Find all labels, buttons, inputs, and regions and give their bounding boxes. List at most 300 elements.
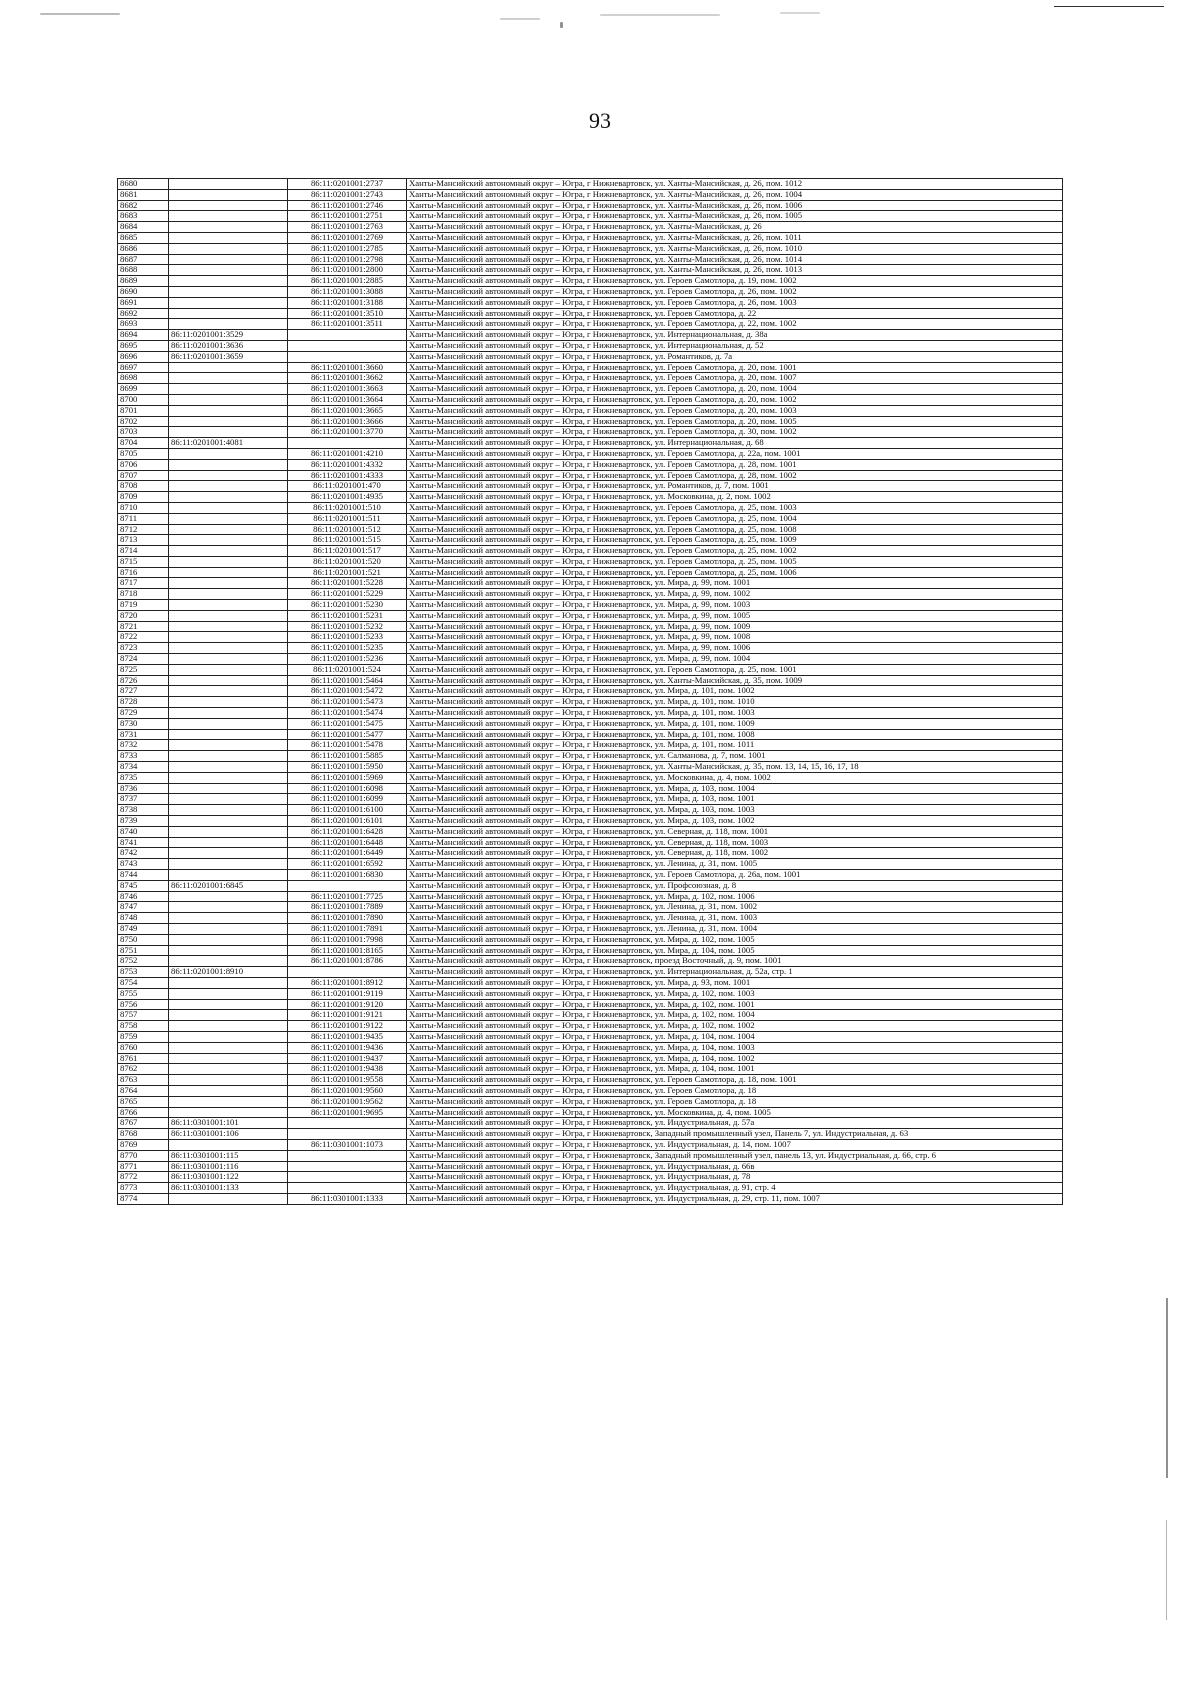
address-cell: Ханты-Мансийский автономный округ – Югра, г Нижневартовск, ул. Мира, д. 102, пом. 1003: [407, 988, 1063, 999]
cadastral-number-cell: 86:11:0201001:9436: [288, 1042, 407, 1053]
address-cell: Ханты-Мансийский автономный округ – Югра, г Нижневартовск, ул. Ханты-Мансийская, д. 26, пом. 1005: [407, 211, 1063, 222]
row-number-cell: 8754: [118, 977, 169, 988]
table-row: [118, 481, 1063, 492]
row-number-cell: 8684: [118, 222, 169, 233]
table-row: [118, 977, 1063, 988]
address-cell: Ханты-Мансийский автономный округ – Югра, г Нижневартовск, ул. Ханты-Мансийская, д. 26, пом. 1004: [407, 189, 1063, 200]
table-row: [118, 999, 1063, 1010]
row-number-cell: 8750: [118, 934, 169, 945]
table-row: [118, 708, 1063, 719]
table-row: [118, 470, 1063, 481]
old-cadastral-number-cell: [169, 675, 288, 686]
table-row: [118, 1183, 1063, 1194]
row-number-cell: 8742: [118, 848, 169, 859]
table-row: [118, 783, 1063, 794]
address-cell: Ханты-Мансийский автономный округ – Югра, г Нижневартовск, ул. Мира, д. 103, пом. 1001: [407, 794, 1063, 805]
address-cell: Ханты-Мансийский автономный округ – Югра, г Нижневартовск, ул. Мира, д. 99, пом. 1002: [407, 589, 1063, 600]
old-cadastral-number-cell: [169, 1010, 288, 1021]
old-cadastral-number-cell: [169, 1193, 288, 1204]
table-row: [118, 794, 1063, 805]
address-cell: Ханты-Мансийский автономный округ – Югра, г Нижневартовск, ул. Индустриальная, д. 66в: [407, 1161, 1063, 1172]
cadastral-number-cell: 86:11:0201001:5885: [288, 751, 407, 762]
row-number-cell: 8736: [118, 783, 169, 794]
address-cell: Ханты-Мансийский автономный округ – Югра, г Нижневартовск, ул. Романтиков, д. 7, пом. 1001: [407, 481, 1063, 492]
old-cadastral-number-cell: [169, 1031, 288, 1042]
old-cadastral-number-cell: [169, 589, 288, 600]
row-number-cell: 8691: [118, 297, 169, 308]
address-cell: Ханты-Мансийский автономный округ – Югра, г Нижневартовск, ул. Северная, д. 118, пом. 1001: [407, 826, 1063, 837]
cadastral-number-cell: 86:11:0201001:2763: [288, 222, 407, 233]
table-row: [118, 222, 1063, 233]
address-cell: Ханты-Мансийский автономный округ – Югра, г Нижневартовск, ул. Московкина, д. 4, пом. 1005: [407, 1107, 1063, 1118]
address-cell: Ханты-Мансийский автономный округ – Югра, г Нижневартовск, ул. Героев Самотлора, д. 30, пом. 1002: [407, 427, 1063, 438]
row-number-cell: 8720: [118, 610, 169, 621]
old-cadastral-number-cell: [169, 1085, 288, 1096]
table-row: [118, 729, 1063, 740]
address-cell: Ханты-Мансийский автономный округ – Югра, г Нижневартовск, ул. Ленина, д. 31, пом. 1003: [407, 913, 1063, 924]
address-cell: Ханты-Мансийский автономный округ – Югра, г Нижневартовск, ул. Салманова, д. 7, пом. 1001: [407, 751, 1063, 762]
cadastral-number-cell: 86:11:0201001:3188: [288, 297, 407, 308]
table-row: [118, 546, 1063, 557]
table-row: [118, 1129, 1063, 1140]
old-cadastral-number-cell: [169, 988, 288, 999]
row-number-cell: 8690: [118, 286, 169, 297]
address-cell: Ханты-Мансийский автономный округ – Югра, г Нижневартовск, ул. Мира, д. 102, пом. 1002: [407, 1021, 1063, 1032]
scan-top-rule: [1054, 6, 1164, 7]
address-cell: Ханты-Мансийский автономный округ – Югра, г Нижневартовск, ул. Ленина, д. 31, пом. 1002: [407, 902, 1063, 913]
row-number-cell: 8756: [118, 999, 169, 1010]
table-row: [118, 1042, 1063, 1053]
row-number-cell: 8683: [118, 211, 169, 222]
table-row: [118, 448, 1063, 459]
row-number-cell: 8705: [118, 448, 169, 459]
old-cadastral-number-cell: [169, 211, 288, 222]
cadastral-number-cell: 86:11:0201001:2800: [288, 265, 407, 276]
row-number-cell: 8685: [118, 232, 169, 243]
address-cell: Ханты-Мансийский автономный округ – Югра, г Нижневартовск, ул. Героев Самотлора, д. 26а, пом. 1001: [407, 870, 1063, 881]
row-number-cell: 8731: [118, 729, 169, 740]
table-row: [118, 880, 1063, 891]
cadastral-number-cell: 86:11:0201001:7725: [288, 891, 407, 902]
row-number-cell: 8702: [118, 416, 169, 427]
address-cell: Ханты-Мансийский автономный округ – Югра, г Нижневартовск, ул. Индустриальная, д. 14, пом. 1007: [407, 1139, 1063, 1150]
cadastral-number-cell: 86:11:0201001:512: [288, 524, 407, 535]
row-number-cell: 8774: [118, 1193, 169, 1204]
row-number-cell: 8725: [118, 664, 169, 675]
cadastral-number-cell: 86:11:0201001:3770: [288, 427, 407, 438]
cadastral-number-cell: 86:11:0201001:515: [288, 535, 407, 546]
address-cell: Ханты-Мансийский автономный округ – Югра, г Нижневартовск, ул. Мира, д. 93, пом. 1001: [407, 977, 1063, 988]
old-cadastral-number-cell: [169, 621, 288, 632]
address-cell: Ханты-Мансийский автономный округ – Югра, г Нижневартовск, ул. Героев Самотлора, д. 25, пом. 1005: [407, 556, 1063, 567]
table-row: [118, 1107, 1063, 1118]
cadastral-number-cell: 86:11:0201001:9438: [288, 1064, 407, 1075]
table-row: [118, 405, 1063, 416]
row-number-cell: 8760: [118, 1042, 169, 1053]
address-cell: Ханты-Мансийский автономный округ – Югра, г Нижневартовск, ул. Ханты-Мансийская, д. 26, пом. 1013: [407, 265, 1063, 276]
address-cell: Ханты-Мансийский автономный округ – Югра, г Нижневартовск, ул. Мира, д. 103, пом. 1003: [407, 805, 1063, 816]
row-number-cell: 8710: [118, 502, 169, 513]
cadastral-number-cell: 86:11:0201001:2751: [288, 211, 407, 222]
cadastral-number-cell: [288, 438, 407, 449]
row-number-cell: 8714: [118, 546, 169, 557]
row-number-cell: 8699: [118, 384, 169, 395]
old-cadastral-number-cell: [169, 870, 288, 881]
cadastral-number-cell: 86:11:0201001:3666: [288, 416, 407, 427]
table-row: [118, 362, 1063, 373]
table-row: [118, 945, 1063, 956]
old-cadastral-number-cell: [169, 405, 288, 416]
address-cell: Ханты-Мансийский автономный округ – Югра, г Нижневартовск, ул. Профсоюзная, д. 8: [407, 880, 1063, 891]
cadastral-number-cell: 86:11:0201001:5230: [288, 600, 407, 611]
row-number-cell: 8734: [118, 762, 169, 773]
table-row: [118, 330, 1063, 341]
address-cell: Ханты-Мансийский автономный округ – Югра, г Нижневартовск, ул. Мира, д. 99, пом. 1003: [407, 600, 1063, 611]
cadastral-number-cell: [288, 1161, 407, 1172]
address-cell: Ханты-Мансийский автономный округ – Югра, г Нижневартовск, ул. Мира, д. 101, пом. 1003: [407, 708, 1063, 719]
address-cell: Ханты-Мансийский автономный округ – Югра, г Нижневартовск, ул. Мира, д. 101, пом. 1011: [407, 740, 1063, 751]
row-number-cell: 8693: [118, 319, 169, 330]
cadastral-number-cell: 86:11:0201001:5236: [288, 654, 407, 665]
table-row: [118, 567, 1063, 578]
table-row: [118, 351, 1063, 362]
row-number-cell: 8703: [118, 427, 169, 438]
table-row: [118, 934, 1063, 945]
table-row: [118, 923, 1063, 934]
cadastral-number-cell: 86:11:0201001:517: [288, 546, 407, 557]
old-cadastral-number-cell: [169, 567, 288, 578]
cadastral-number-cell: 86:11:0201001:6449: [288, 848, 407, 859]
table-row: [118, 589, 1063, 600]
old-cadastral-number-cell: [169, 286, 288, 297]
old-cadastral-number-cell: 86:11:0301001:116: [169, 1161, 288, 1172]
table-row: [118, 643, 1063, 654]
cadastral-number-cell: 86:11:0201001:3663: [288, 384, 407, 395]
address-cell: Ханты-Мансийский автономный округ – Югра, г Нижневартовск, ул. Героев Самотлора, д. 25, пом. 1002: [407, 546, 1063, 557]
old-cadastral-number-cell: [169, 513, 288, 524]
table-row: [118, 384, 1063, 395]
old-cadastral-number-cell: [169, 718, 288, 729]
row-number-cell: 8715: [118, 556, 169, 567]
table-row: [118, 340, 1063, 351]
cadastral-number-cell: 86:11:0201001:8786: [288, 956, 407, 967]
cadastral-number-cell: [288, 1183, 407, 1194]
address-cell: Ханты-Мансийский автономный округ – Югра, г Нижневартовск, ул. Мира, д. 99, пом. 1009: [407, 621, 1063, 632]
old-cadastral-number-cell: [169, 902, 288, 913]
table-row: [118, 265, 1063, 276]
cadastral-table-wrapper: [117, 178, 1050, 1205]
table-body: [118, 179, 1063, 1205]
table-row: [118, 502, 1063, 513]
row-number-cell: 8709: [118, 492, 169, 503]
row-number-cell: 8740: [118, 826, 169, 837]
address-cell: Ханты-Мансийский автономный округ – Югра, г Нижневартовск, ул. Героев Самотлора, д. 28, пом. 1001: [407, 459, 1063, 470]
address-cell: Ханты-Мансийский автономный округ – Югра, г Нижневартовск, ул. Героев Самотлора, д. 25, пом. 1008: [407, 524, 1063, 535]
old-cadastral-number-cell: [169, 945, 288, 956]
cadastral-number-cell: 86:11:0201001:5233: [288, 632, 407, 643]
cadastral-number-cell: 86:11:0201001:5950: [288, 762, 407, 773]
cadastral-number-cell: [288, 330, 407, 341]
table-row: [118, 459, 1063, 470]
old-cadastral-number-cell: [169, 546, 288, 557]
table-row: [118, 902, 1063, 913]
old-cadastral-number-cell: [169, 805, 288, 816]
cadastral-number-cell: 86:11:0201001:511: [288, 513, 407, 524]
cadastral-number-cell: [288, 967, 407, 978]
cadastral-number-cell: 86:11:0201001:5235: [288, 643, 407, 654]
address-cell: Ханты-Мансийский автономный округ – Югра, г Нижневартовск, ул. Интернациональная, д. 52а, стр. 1: [407, 967, 1063, 978]
address-cell: Ханты-Мансийский автономный округ – Югра, г Нижневартовск, ул. Индустриальная, д. 29, стр. 11, пом. 1007: [407, 1193, 1063, 1204]
address-cell: Ханты-Мансийский автономный округ – Югра, г Нижневартовск, ул. Героев Самотлора, д. 25, пом. 1006: [407, 567, 1063, 578]
row-number-cell: 8764: [118, 1085, 169, 1096]
old-cadastral-number-cell: [169, 481, 288, 492]
old-cadastral-number-cell: [169, 1096, 288, 1107]
old-cadastral-number-cell: [169, 600, 288, 611]
old-cadastral-number-cell: 86:11:0301001:115: [169, 1150, 288, 1161]
row-number-cell: 8766: [118, 1107, 169, 1118]
cadastral-number-cell: 86:11:0201001:524: [288, 664, 407, 675]
table-row: [118, 513, 1063, 524]
row-number-cell: 8729: [118, 708, 169, 719]
table-row: [118, 438, 1063, 449]
table-row: [118, 578, 1063, 589]
address-cell: Ханты-Мансийский автономный округ – Югра, г Нижневартовск, ул. Интернациональная, д. 68: [407, 438, 1063, 449]
table-row: [118, 956, 1063, 967]
row-number-cell: 8768: [118, 1129, 169, 1140]
cadastral-number-cell: 86:11:0201001:8912: [288, 977, 407, 988]
row-number-cell: 8700: [118, 394, 169, 405]
table-row: [118, 179, 1063, 190]
address-cell: Ханты-Мансийский автономный округ – Югра, г Нижневартовск, ул. Мира, д. 102, пом. 1001: [407, 999, 1063, 1010]
address-cell: Ханты-Мансийский автономный округ – Югра, г Нижневартовск, ул. Героев Самотлора, д. 22: [407, 308, 1063, 319]
address-cell: Ханты-Мансийский автономный округ – Югра, г Нижневартовск, ул. Ханты-Мансийская, д. 26, пом. 1014: [407, 254, 1063, 265]
table-row: [118, 373, 1063, 384]
row-number-cell: 8695: [118, 340, 169, 351]
address-cell: Ханты-Мансийский автономный округ – Югра, г Нижневартовск, ул. Героев Самотлора, д. 25, пом. 1004: [407, 513, 1063, 524]
row-number-cell: 8732: [118, 740, 169, 751]
cadastral-number-cell: [288, 1129, 407, 1140]
cadastral-number-cell: [288, 880, 407, 891]
old-cadastral-number-cell: [169, 308, 288, 319]
address-cell: Ханты-Мансийский автономный округ – Югра, г Нижневартовск, ул. Романтиков, д. 7а: [407, 351, 1063, 362]
old-cadastral-number-cell: [169, 729, 288, 740]
row-number-cell: 8688: [118, 265, 169, 276]
row-number-cell: 8739: [118, 816, 169, 827]
old-cadastral-number-cell: [169, 772, 288, 783]
row-number-cell: 8686: [118, 243, 169, 254]
cadastral-number-cell: [288, 351, 407, 362]
row-number-cell: 8713: [118, 535, 169, 546]
old-cadastral-number-cell: 86:11:0201001:4081: [169, 438, 288, 449]
row-number-cell: 8697: [118, 362, 169, 373]
address-cell: Ханты-Мансийский автономный округ – Югра, г Нижневартовск, ул. Индустриальная, д. 78: [407, 1172, 1063, 1183]
table-row: [118, 556, 1063, 567]
cadastral-number-cell: [288, 1172, 407, 1183]
old-cadastral-number-cell: [169, 448, 288, 459]
old-cadastral-number-cell: [169, 416, 288, 427]
cadastral-number-cell: 86:11:0201001:9695: [288, 1107, 407, 1118]
cadastral-number-cell: 86:11:0201001:520: [288, 556, 407, 567]
row-number-cell: 8755: [118, 988, 169, 999]
address-cell: Ханты-Мансийский автономный округ – Югра, г Нижневартовск, ул. Мира, д. 102, пом. 1005: [407, 934, 1063, 945]
table-row: [118, 1010, 1063, 1021]
old-cadastral-number-cell: [169, 222, 288, 233]
row-number-cell: 8727: [118, 686, 169, 697]
table-row: [118, 610, 1063, 621]
cadastral-number-cell: 86:11:0301001:1333: [288, 1193, 407, 1204]
row-number-cell: 8728: [118, 697, 169, 708]
old-cadastral-number-cell: [169, 643, 288, 654]
old-cadastral-number-cell: [169, 837, 288, 848]
row-number-cell: 8726: [118, 675, 169, 686]
table-row: [118, 189, 1063, 200]
cadastral-number-cell: 86:11:0201001:9437: [288, 1053, 407, 1064]
cadastral-number-cell: 86:11:0201001:9560: [288, 1085, 407, 1096]
address-cell: Ханты-Мансийский автономный округ – Югра, г Нижневартовск, ул. Героев Самотлора, д. 18: [407, 1085, 1063, 1096]
table-row: [118, 1150, 1063, 1161]
table-row: [118, 870, 1063, 881]
row-number-cell: 8733: [118, 751, 169, 762]
row-number-cell: 8719: [118, 600, 169, 611]
row-number-cell: 8748: [118, 913, 169, 924]
cadastral-number-cell: 86:11:0201001:3662: [288, 373, 407, 384]
address-cell: Ханты-Мансийский автономный округ – Югра, г Нижневартовск, ул. Героев Самотлора, д. 18: [407, 1096, 1063, 1107]
row-number-cell: 8758: [118, 1021, 169, 1032]
old-cadastral-number-cell: [169, 708, 288, 719]
cadastral-number-cell: [288, 1150, 407, 1161]
address-cell: Ханты-Мансийский автономный округ – Югра, г Нижневартовск, ул. Героев Самотлора, д. 25, пом. 1001: [407, 664, 1063, 675]
old-cadastral-number-cell: [169, 578, 288, 589]
old-cadastral-number-cell: [169, 384, 288, 395]
address-cell: Ханты-Мансийский автономный округ – Югра, г Нижневартовск, ул. Интернациональная, д. 38а: [407, 330, 1063, 341]
old-cadastral-number-cell: [169, 232, 288, 243]
old-cadastral-number-cell: [169, 859, 288, 870]
old-cadastral-number-cell: [169, 276, 288, 287]
address-cell: Ханты-Мансийский автономный округ – Югра, г Нижневартовск, ул. Героев Самотлора, д. 20, пом. 1002: [407, 394, 1063, 405]
address-cell: Ханты-Мансийский автономный округ – Югра, г Нижневартовск, Западный промышленный узел, панель 13, ул. Индустриальная, д. 66, стр. 6: [407, 1150, 1063, 1161]
old-cadastral-number-cell: [169, 265, 288, 276]
row-number-cell: 8706: [118, 459, 169, 470]
address-cell: Ханты-Мансийский автономный округ – Югра, г Нижневартовск, ул. Интернациональная, д. 52: [407, 340, 1063, 351]
cadastral-number-cell: 86:11:0201001:521: [288, 567, 407, 578]
cadastral-number-cell: 86:11:0201001:7998: [288, 934, 407, 945]
cadastral-number-cell: 86:11:0201001:6099: [288, 794, 407, 805]
row-number-cell: 8761: [118, 1053, 169, 1064]
table-row: [118, 254, 1063, 265]
old-cadastral-number-cell: [169, 891, 288, 902]
cadastral-number-cell: 86:11:0201001:5475: [288, 718, 407, 729]
address-cell: Ханты-Мансийский автономный округ – Югра, г Нижневартовск, ул. Мира, д. 99, пом. 1006: [407, 643, 1063, 654]
cadastral-number-cell: 86:11:0201001:3664: [288, 394, 407, 405]
old-cadastral-number-cell: [169, 319, 288, 330]
old-cadastral-number-cell: [169, 654, 288, 665]
table-row: [118, 211, 1063, 222]
old-cadastral-number-cell: [169, 751, 288, 762]
cadastral-number-cell: 86:11:0201001:470: [288, 481, 407, 492]
row-number-cell: 8735: [118, 772, 169, 783]
old-cadastral-number-cell: 86:11:0301001:101: [169, 1118, 288, 1129]
row-number-cell: 8692: [118, 308, 169, 319]
table-row: [118, 524, 1063, 535]
old-cadastral-number-cell: 86:11:0301001:106: [169, 1129, 288, 1140]
address-cell: Ханты-Мансийский автономный округ – Югра, г Нижневартовск, ул. Мира, д. 104, пом. 1005: [407, 945, 1063, 956]
row-number-cell: 8723: [118, 643, 169, 654]
cadastral-number-cell: 86:11:0201001:9562: [288, 1096, 407, 1107]
old-cadastral-number-cell: [169, 923, 288, 934]
old-cadastral-number-cell: [169, 1139, 288, 1150]
row-number-cell: 8717: [118, 578, 169, 589]
address-cell: Ханты-Мансийский автономный округ – Югра, г Нижневартовск, ул. Героев Самотлора, д. 25, пом. 1003: [407, 502, 1063, 513]
cadastral-table: [117, 178, 1063, 1205]
table-row: [118, 297, 1063, 308]
table-row: [118, 632, 1063, 643]
cadastral-number-cell: 86:11:0201001:3088: [288, 286, 407, 297]
address-cell: Ханты-Мансийский автономный округ – Югра, г Нижневартовск, ул. Героев Самотлора, д. 26, пом. 1003: [407, 297, 1063, 308]
old-cadastral-number-cell: [169, 913, 288, 924]
row-number-cell: 8762: [118, 1064, 169, 1075]
old-cadastral-number-cell: [169, 373, 288, 384]
address-cell: Ханты-Мансийский автономный округ – Югра, г Нижневартовск, ул. Героев Самотлора, д. 28, пом. 1002: [407, 470, 1063, 481]
table-row: [118, 535, 1063, 546]
cadastral-number-cell: [288, 1118, 407, 1129]
address-cell: Ханты-Мансийский автономный округ – Югра, г Нижневартовск, ул. Мира, д. 102, пом. 1004: [407, 1010, 1063, 1021]
row-number-cell: 8765: [118, 1096, 169, 1107]
address-cell: Ханты-Мансийский автономный округ – Югра, г Нижневартовск, ул. Мира, д. 103, пом. 1004: [407, 783, 1063, 794]
row-number-cell: 8687: [118, 254, 169, 265]
address-cell: Ханты-Мансийский автономный округ – Югра, г Нижневартовск, ул. Мира, д. 101, пом. 1002: [407, 686, 1063, 697]
table-row: [118, 762, 1063, 773]
old-cadastral-number-cell: [169, 1042, 288, 1053]
row-number-cell: 8751: [118, 945, 169, 956]
cadastral-number-cell: 86:11:0201001:4333: [288, 470, 407, 481]
address-cell: Ханты-Мансийский автономный округ – Югра, г Нижневартовск, ул. Мира, д. 101, пом. 1010: [407, 697, 1063, 708]
old-cadastral-number-cell: [169, 934, 288, 945]
address-cell: Ханты-Мансийский автономный округ – Югра, г Нижневартовск, ул. Мира, д. 99, пом. 1004: [407, 654, 1063, 665]
row-number-cell: 8708: [118, 481, 169, 492]
cadastral-number-cell: 86:11:0201001:3660: [288, 362, 407, 373]
row-number-cell: 8749: [118, 923, 169, 934]
cadastral-number-cell: 86:11:0301001:1073: [288, 1139, 407, 1150]
row-number-cell: 8716: [118, 567, 169, 578]
cadastral-number-cell: 86:11:0201001:2769: [288, 232, 407, 243]
cadastral-number-cell: 86:11:0201001:6098: [288, 783, 407, 794]
address-cell: Ханты-Мансийский автономный округ – Югра, г Нижневартовск, ул. Мира, д. 104, пом. 1003: [407, 1042, 1063, 1053]
table-row: [118, 1139, 1063, 1150]
address-cell: Ханты-Мансийский автономный округ – Югра, г Нижневартовск, ул. Героев Самотлора, д. 20, пом. 1003: [407, 405, 1063, 416]
cadastral-number-cell: 86:11:0201001:6592: [288, 859, 407, 870]
table-row: [118, 621, 1063, 632]
cadastral-number-cell: 86:11:0201001:5478: [288, 740, 407, 751]
cadastral-number-cell: 86:11:0201001:6101: [288, 816, 407, 827]
address-cell: Ханты-Мансийский автономный округ – Югра, г Нижневартовск, ул. Ханты-Мансийская, д. 26, пом. 1010: [407, 243, 1063, 254]
table-row: [118, 848, 1063, 859]
row-number-cell: 8682: [118, 200, 169, 211]
table-row: [118, 427, 1063, 438]
cadastral-number-cell: 86:11:0201001:2737: [288, 179, 407, 190]
old-cadastral-number-cell: [169, 243, 288, 254]
address-cell: Ханты-Мансийский автономный округ – Югра, г Нижневартовск, ул. Северная, д. 118, пом. 1003: [407, 837, 1063, 848]
old-cadastral-number-cell: [169, 254, 288, 265]
old-cadastral-number-cell: [169, 686, 288, 697]
row-number-cell: 8757: [118, 1010, 169, 1021]
table-row: [118, 654, 1063, 665]
row-number-cell: 8767: [118, 1118, 169, 1129]
scan-artifacts: [40, 8, 1160, 28]
old-cadastral-number-cell: 86:11:0201001:8910: [169, 967, 288, 978]
address-cell: Ханты-Мансийский автономный округ – Югра, г Нижневартовск, ул. Героев Самотлора, д. 20, пом. 1007: [407, 373, 1063, 384]
table-row: [118, 276, 1063, 287]
address-cell: Ханты-Мансийский автономный округ – Югра, г Нижневартовск, ул. Мира, д. 101, пом. 1008: [407, 729, 1063, 740]
